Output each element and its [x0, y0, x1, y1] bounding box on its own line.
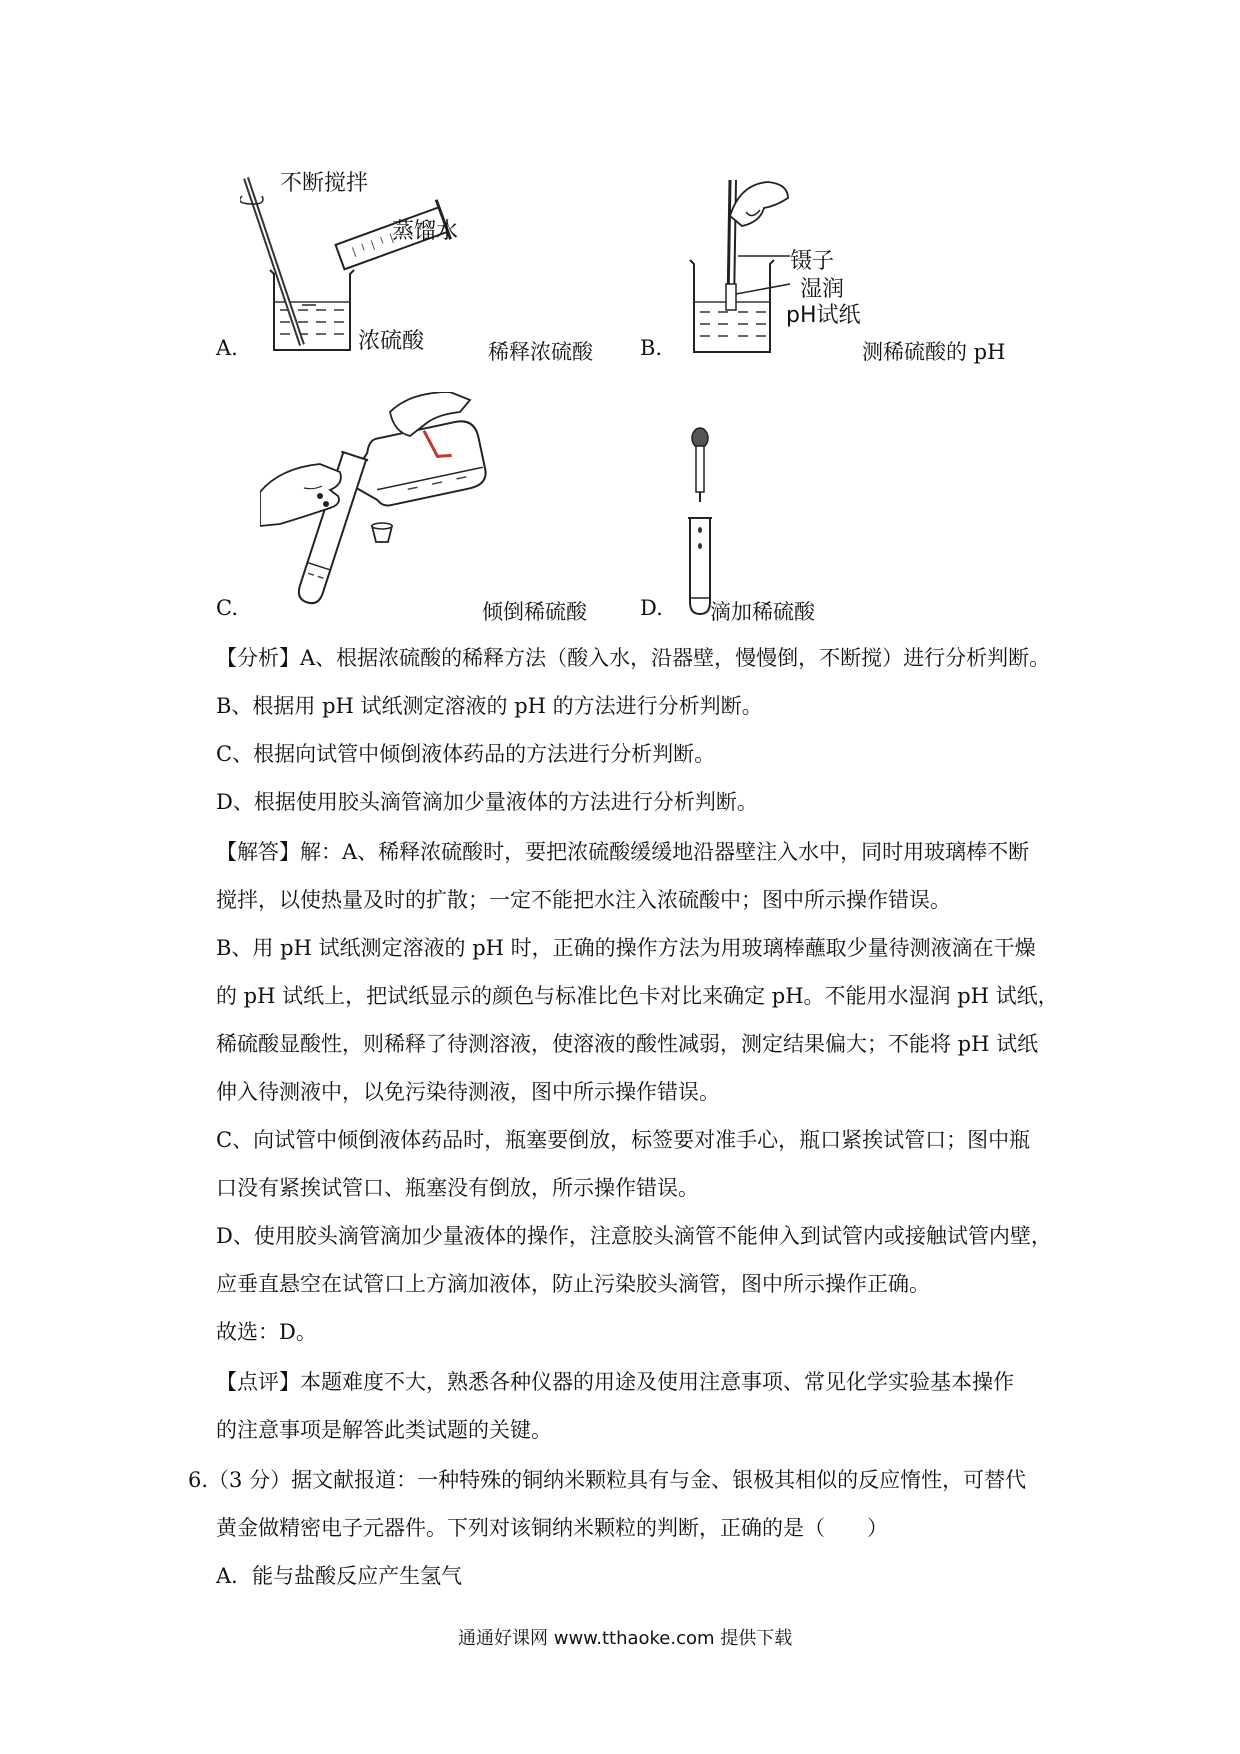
caption-b: 测稀硫酸的 pH [862, 340, 1006, 364]
option-label-b: B. [640, 336, 663, 360]
comment-line-2: 的注意事项是解答此类试题的关键。 [216, 1418, 552, 1442]
label-wet: 湿润 [800, 277, 845, 302]
analysis-line-3: C、根据向试管中倾倒液体药品的方法进行分析判断。 [216, 742, 716, 766]
answer-line-4: 的 pH 试纸上，把试纸显示的颜色与标准比色卡对比来确定 pH。不能用水湿润 pH 试纸， [216, 984, 1059, 1008]
analysis-line-2: B、根据用 pH 试纸测定溶液的 pH 的方法进行分析判断。 [216, 694, 763, 718]
answer-line-6: 伸入待测液中，以免污染待测液，图中所示操作错误。 [216, 1080, 720, 1104]
caption-d: 滴加稀硫酸 [710, 600, 815, 624]
label-stir: 不断搅拌 [280, 171, 369, 196]
question6-line-1: 6.（3 分）据文献报道：一种特殊的铜纳米颗粒具有与金、银极其相似的反应惰性，可替代 [188, 1468, 1027, 1492]
answer-line-8: 口没有紧挨试管口、瓶塞没有倒放，所示操作错误。 [216, 1176, 699, 1200]
answer-line-5: 稀硫酸显酸性，则稀释了待测溶液，使溶液的酸性减弱，测定结果偏大；不能将 pH 试纸 [216, 1032, 1039, 1056]
figure-c-pour-acid [260, 392, 500, 622]
label-distilled-water: 蒸馏水 [392, 219, 459, 244]
question6-line-2: 黄金做精密电子元器件。下列对该铜纳米颗粒的判断，正确的是（ ） [216, 1516, 888, 1540]
comment-tag: 【点评】 [216, 1370, 300, 1394]
analysis-line-1: 【分析】A、根据浓硫酸的稀释方法（酸入水，沿器壁，慢慢倒，不断搅）进行分析判断。 [216, 646, 1051, 670]
answer-line-7: C、向试管中倾倒液体药品时，瓶塞要倒放，标签要对准手心，瓶口紧挨试管口；图中瓶 [216, 1128, 1031, 1152]
page-footer: 通通好课网 www.tthaoke.com 提供下载 [458, 1628, 793, 1649]
figure-d-dropper [676, 426, 736, 616]
option-label-c: C. [216, 596, 238, 620]
question6-number: 6. [188, 1468, 209, 1492]
option-label-a: A. [216, 336, 238, 360]
answer-tag: 【解答】 [216, 840, 300, 864]
label-tweezers: 镊子 [790, 249, 835, 274]
analysis-tag: 【分析】 [216, 646, 300, 670]
answer-line-1: 【解答】解：A、稀释浓硫酸时，要把浓硫酸缓缓地沿器壁注入水中，同时用玻璃棒不断 [216, 840, 1030, 864]
comment-line-1: 【点评】本题难度不大，熟悉各种仪器的用途及使用注意事项、常见化学实验基本操作 [216, 1370, 1014, 1394]
question6-option-a: A．能与盐酸反应产生氢气 [216, 1564, 463, 1588]
option-label-d: D. [640, 596, 663, 620]
analysis-line-4: D、根据使用胶头滴管滴加少量液体的方法进行分析判断。 [216, 790, 758, 814]
question6-score: （3 分） [208, 1468, 292, 1492]
caption-a: 稀释浓硫酸 [488, 340, 593, 364]
answer-line-2: 搅拌，以使热量及时的扩散；一定不能把水注入浓硫酸中；图中所示操作错误。 [216, 888, 951, 912]
label-conc-acid: 浓硫酸 [358, 329, 425, 354]
answer-line-3: B、用 pH 试纸测定溶液的 pH 时，正确的操作方法为用玻璃棒蘸取少量待测液滴在干燥 [216, 936, 1036, 960]
answer-choice: 故选：D。 [216, 1320, 317, 1344]
answer-line-10: 应垂直悬空在试管口上方滴加液体，防止污染胶头滴管，图中所示操作正确。 [216, 1272, 930, 1296]
answer-line-9: D、使用胶头滴管滴加少量液体的操作，注意胶头滴管不能伸入到试管内或接触试管内壁， [216, 1224, 1052, 1248]
caption-c: 倾倒稀硫酸 [482, 600, 587, 624]
label-ph-paper: pH试纸 [786, 303, 861, 328]
